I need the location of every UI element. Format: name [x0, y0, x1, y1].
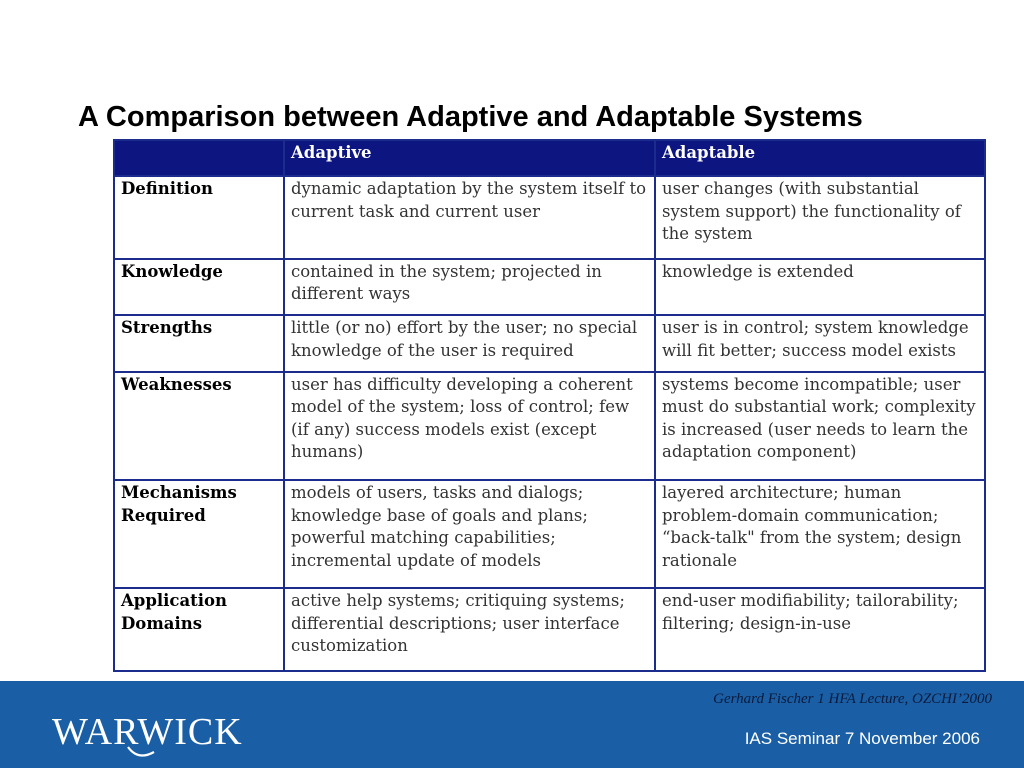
- row-label: Strengths: [114, 315, 284, 372]
- adaptive-cell: models of users, tasks and dialogs; knowledge base of goals and plans; powerful matching capabilities; incremental update of models: [284, 480, 655, 588]
- row-label: Weaknesses: [114, 372, 284, 480]
- slide-title: A Comparison between Adaptive and Adaptable Systems: [78, 101, 863, 133]
- warwick-logo: [52, 706, 282, 758]
- adaptable-cell: user changes (with substantial system support) the functionality of the system: [655, 176, 985, 259]
- svg-text:WARWICK: WARWICK: [52, 711, 243, 753]
- row-label: Application Domains: [114, 588, 284, 671]
- header-cell-adaptable: Adaptable: [655, 140, 985, 176]
- adaptive-cell: contained in the system; projected in different ways: [284, 259, 655, 316]
- row-label: Definition: [114, 176, 284, 259]
- adaptive-cell: dynamic adaptation by the system itself to current task and current user: [284, 176, 655, 259]
- table-row: [114, 372, 985, 480]
- adaptable-cell: knowledge is extended: [655, 259, 985, 316]
- comparison-table: [113, 139, 986, 672]
- adaptable-cell: layered architecture; human problem-domain communication; “back-talk" from the system; design rationale: [655, 480, 985, 588]
- table-row: [114, 315, 985, 372]
- table-row: [114, 480, 985, 588]
- adaptive-cell: little (or no) effort by the user; no special knowledge of the user is required: [284, 315, 655, 372]
- adaptable-cell: end-user modifiability; tailorability; filtering; design-in-use: [655, 588, 985, 671]
- table-row: [114, 259, 985, 316]
- header-cell-adaptive: Adaptive: [284, 140, 655, 176]
- header-cell-blank: [114, 140, 284, 176]
- adaptable-cell: systems become incompatible; user must do substantial work; complexity is increased (user needs to learn the adaptation component): [655, 372, 985, 480]
- citation-text: Gerhard Fischer 1 HFA Lecture, OZCHI’2000: [713, 691, 992, 707]
- seminar-text: IAS Seminar 7 November 2006: [744, 729, 980, 748]
- table-row: [114, 588, 985, 671]
- row-label: Mechanisms Required: [114, 480, 284, 588]
- adaptive-cell: user has difficulty developing a coherent model of the system; loss of control; few (if any) success models exist (except humans): [284, 372, 655, 480]
- table-header-row: [114, 140, 985, 176]
- table-row: [114, 176, 985, 259]
- row-label: Knowledge: [114, 259, 284, 316]
- adaptive-cell: active help systems; critiquing systems; differential descriptions; user interface customization: [284, 588, 655, 671]
- footer-band: [0, 681, 1024, 768]
- adaptable-cell: user is in control; system knowledge will fit better; success model exists: [655, 315, 985, 372]
